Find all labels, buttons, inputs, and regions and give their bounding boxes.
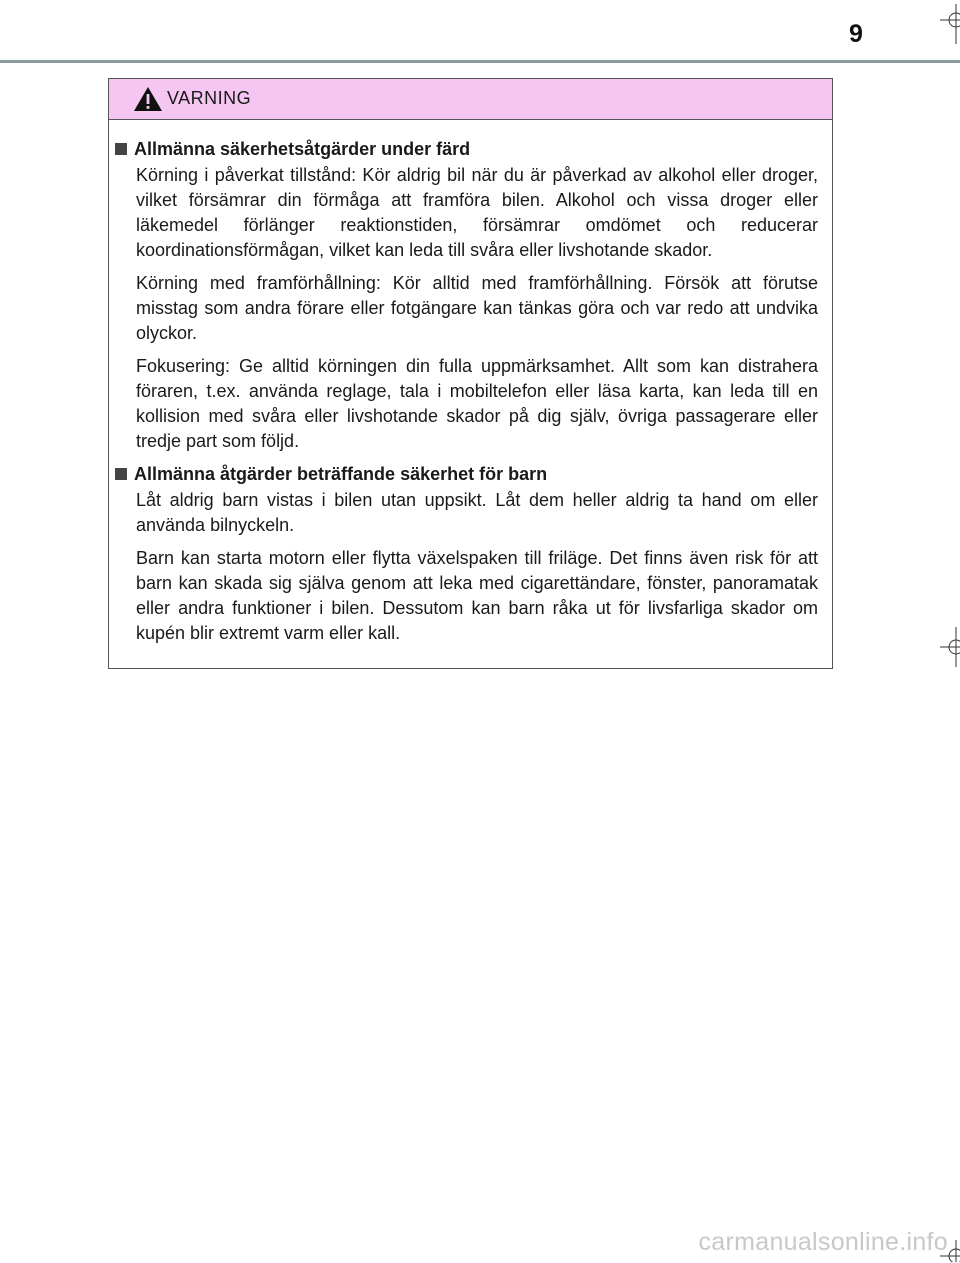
- warning-title: VARNING: [167, 88, 252, 108]
- paragraph: Körning med framförhållning: Kör alltid med framförhållning. Försök att förutse misstag som andra förare eller fotgängare kan tänkas göra och var redo att undvika olyckor.: [136, 273, 818, 343]
- page-number: 9: [849, 20, 863, 48]
- section-heading: [113, 462, 818, 486]
- crop-mark-icon: [940, 4, 960, 44]
- header-rule: [0, 60, 960, 63]
- section-heading: [113, 137, 818, 161]
- crop-mark-icon: [940, 627, 960, 667]
- paragraph: Körning i påverkat tillstånd: Kör aldrig bil när du är påverkad av alkohol eller droger, vilket försämrar din förmåga att framföra bilen. Alkohol och vissa droger eller läkemedel förlänger reaktionstiden, försämrar omdömet och reducerar koordinationsförmågan, vilket kan leda till svåra eller livshotande skador.: [136, 165, 818, 260]
- watermark[interactable]: carmanualsonline.info: [698, 1228, 948, 1256]
- square-bullet-icon: [115, 468, 127, 480]
- warning-header: [109, 79, 832, 120]
- warning-triangle-icon: [133, 86, 163, 112]
- paragraph: Låt aldrig barn vistas i bilen utan uppsikt. Låt dem heller aldrig ta hand om eller använda bilnyckeln.: [136, 490, 818, 535]
- section-heading-text: Allmänna åtgärder beträffande säkerhet för barn: [134, 464, 548, 484]
- warning-box: [108, 78, 833, 669]
- paragraph: Fokusering: Ge alltid körningen din fulla uppmärksamhet. Allt som kan distrahera föraren, t.ex. använda reglage, tala i mobiltelefon eller läsa karta, kan leda till en kollision med svåra eller livshotande skador på dig själv, övriga passagerare eller tredje part som följd.: [136, 356, 818, 451]
- warning-body: [109, 120, 832, 646]
- paragraph: Barn kan starta motorn eller flytta växelspaken till friläge. Det finns även risk för att barn kan skada sig själva genom att leka med cigarettändare, fönster, panoramatak eller andra funktioner i bilen. Dessutom kan barn råka ut för livsfarliga skador om kupén blir extremt varm eller kall.: [136, 548, 818, 643]
- square-bullet-icon: [115, 143, 127, 155]
- section-heading-text: Allmänna säkerhetsåtgärder under färd: [134, 139, 471, 159]
